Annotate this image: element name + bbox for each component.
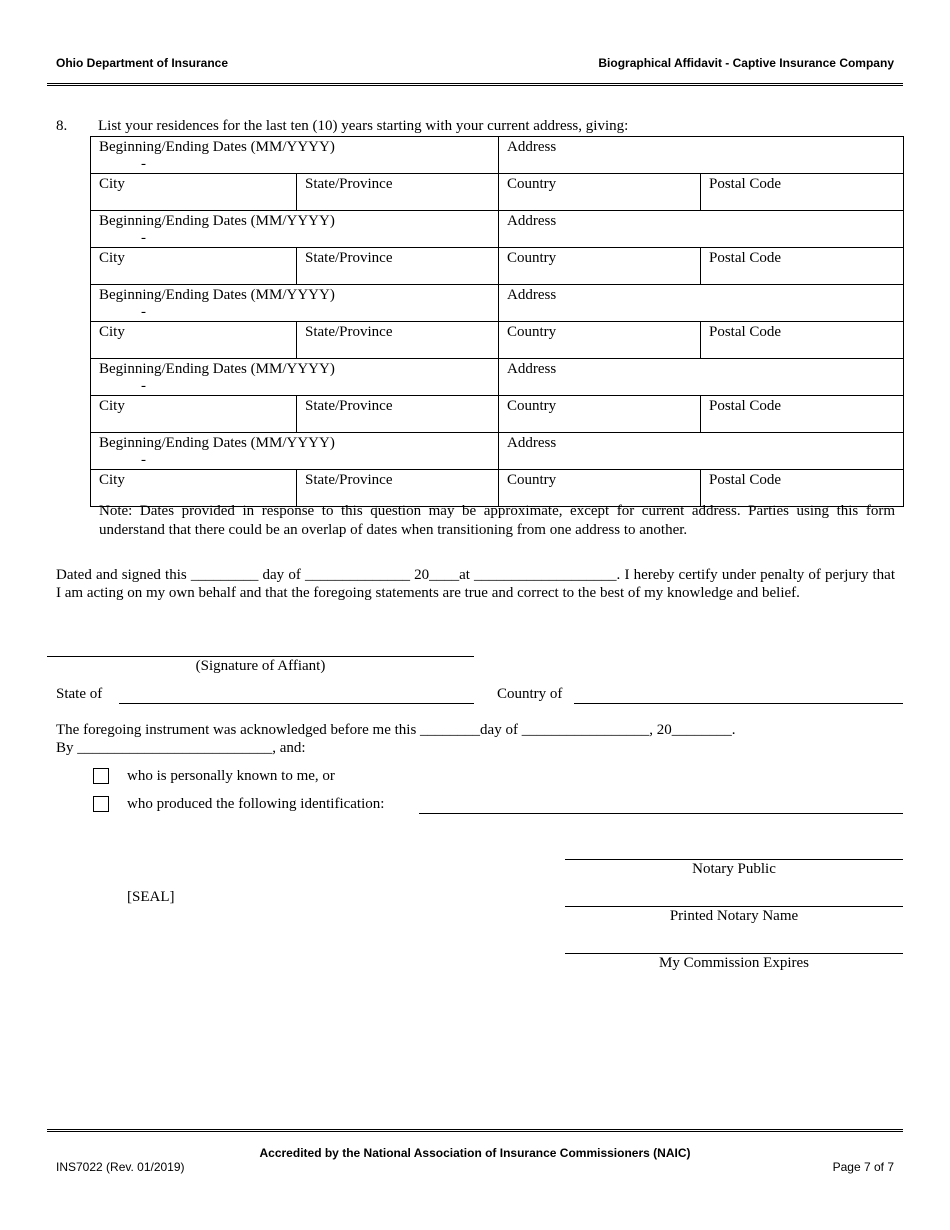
country-cell[interactable] (499, 396, 701, 433)
dates-cell[interactable] (91, 285, 499, 322)
identification-label: who produced the following identification: (127, 796, 385, 812)
header-rule (47, 83, 903, 86)
dates-cell[interactable] (91, 433, 499, 470)
residence-location-row (91, 174, 904, 211)
city-cell[interactable] (91, 248, 297, 285)
address-label: Address (507, 287, 557, 303)
dates-note: Note: Dates provided in response to this question may be approximate, except for current address. Parties using this form understand that there could be an overlap of dates when transitioning from one address to another. (99, 503, 895, 538)
residence-table (90, 136, 904, 507)
dates-dash: - (141, 304, 146, 320)
country-label: Country (507, 324, 557, 340)
acknowledged-line: The foregoing instrument was acknowledged before me this ________day of _________________, 20________. (56, 722, 736, 738)
dates-label: Beginning/Ending Dates (MM/YYYY) (99, 287, 335, 303)
residence-dates-row (91, 359, 904, 396)
dates-label: Beginning/Ending Dates (MM/YYYY) (99, 361, 335, 377)
dates-label: Beginning/Ending Dates (MM/YYYY) (99, 435, 335, 451)
question-number: 8. (56, 118, 68, 134)
state-label: State/Province (305, 398, 393, 414)
state-label: State/Province (305, 250, 393, 266)
postal-label: Postal Code (709, 398, 782, 414)
city-label: City (99, 250, 125, 266)
identification-field[interactable] (419, 813, 903, 814)
state-label: State/Province (305, 324, 393, 340)
signature-label: (Signature of Affiant) (195, 658, 326, 674)
postal-cell[interactable] (701, 322, 904, 359)
postal-label: Postal Code (709, 250, 782, 266)
city-label: City (99, 324, 125, 340)
question-text: List your residences for the last ten (10) years starting with your current address, giving: (98, 118, 629, 134)
by-line: By __________________________, and: (56, 740, 306, 756)
commission-expires-line[interactable] (565, 953, 903, 954)
state-cell[interactable] (297, 470, 499, 507)
city-label: City (99, 472, 125, 488)
residence-location-row (91, 322, 904, 359)
dates-cell[interactable] (91, 137, 499, 174)
state-of-field[interactable] (119, 703, 474, 704)
postal-label: Postal Code (709, 176, 782, 192)
address-label: Address (507, 213, 557, 229)
residence-dates-row (91, 285, 904, 322)
address-label: Address (507, 139, 557, 155)
header-agency: Ohio Department of Insurance (56, 56, 229, 70)
state-label: State/Province (305, 472, 393, 488)
dates-cell[interactable] (91, 359, 499, 396)
residence-dates-row (91, 211, 904, 248)
country-label: Country (507, 398, 557, 414)
personally-known-checkbox[interactable] (93, 768, 109, 784)
state-cell[interactable] (297, 174, 499, 211)
identification-checkbox[interactable] (93, 796, 109, 812)
country-cell[interactable] (499, 248, 701, 285)
printed-notary-name-label: Printed Notary Name (669, 908, 799, 924)
city-cell[interactable] (91, 396, 297, 433)
country-cell[interactable] (499, 322, 701, 359)
state-of-label: State of (56, 686, 103, 702)
city-cell[interactable] (91, 470, 297, 507)
dates-dash: - (141, 378, 146, 394)
address-label: Address (507, 435, 557, 451)
personally-known-label: who is personally known to me, or (127, 768, 335, 784)
city-label: City (99, 398, 125, 414)
country-of-label: Country of (497, 686, 563, 702)
city-cell[interactable] (91, 322, 297, 359)
footer-form-number: INS7022 (Rev. 01/2019) (56, 1160, 185, 1174)
postal-cell[interactable] (701, 174, 904, 211)
dates-label: Beginning/Ending Dates (MM/YYYY) (99, 213, 335, 229)
residence-location-row (91, 396, 904, 433)
postal-label: Postal Code (709, 472, 782, 488)
commission-expires-label: My Commission Expires (658, 955, 809, 971)
state-cell[interactable] (297, 322, 499, 359)
address-cell[interactable] (499, 211, 904, 248)
postal-cell[interactable] (701, 470, 904, 507)
dates-cell[interactable] (91, 211, 499, 248)
footer-accreditation: Accredited by the National Association of Insurance Commissioners (NAIC) (259, 1146, 691, 1160)
state-cell[interactable] (297, 248, 499, 285)
postal-cell[interactable] (701, 396, 904, 433)
dated-signed-statement: Dated and signed this _________ day of ______________ 20____at ___________________. I hereby certify under penalty of perjury that I am acting on my own behalf and that the foregoing statements are true and correct to the best of my knowledge and belief. (56, 567, 895, 601)
country-label: Country (507, 176, 557, 192)
address-label: Address (507, 361, 557, 377)
dates-dash: - (141, 230, 146, 246)
address-cell[interactable] (499, 137, 904, 174)
notary-public-line[interactable] (565, 859, 903, 860)
address-cell[interactable] (499, 359, 904, 396)
dates-dash: - (141, 452, 146, 468)
residence-dates-row (91, 137, 904, 174)
city-cell[interactable] (91, 174, 297, 211)
address-cell[interactable] (499, 433, 904, 470)
notary-public-label: Notary Public (692, 861, 776, 877)
residence-dates-row (91, 433, 904, 470)
postal-cell[interactable] (701, 248, 904, 285)
dates-label: Beginning/Ending Dates (MM/YYYY) (99, 139, 335, 155)
country-cell[interactable] (499, 470, 701, 507)
footer-rule (47, 1129, 903, 1132)
address-cell[interactable] (499, 285, 904, 322)
country-label: Country (507, 472, 557, 488)
printed-notary-name-line[interactable] (565, 906, 903, 907)
footer-page-number: Page 7 of 7 (832, 1160, 894, 1174)
dates-dash: - (141, 156, 146, 172)
seal-label: [SEAL] (127, 889, 175, 905)
postal-label: Postal Code (709, 324, 782, 340)
residence-location-row (91, 470, 904, 507)
city-label: City (99, 176, 125, 192)
state-cell[interactable] (297, 396, 499, 433)
state-label: State/Province (305, 176, 393, 192)
country-label: Country (507, 250, 557, 266)
signature-line[interactable] (47, 656, 474, 657)
country-of-field[interactable] (574, 703, 903, 704)
country-cell[interactable] (499, 174, 701, 211)
header-form-title: Biographical Affidavit - Captive Insurance Company (598, 56, 894, 70)
residence-location-row (91, 248, 904, 285)
